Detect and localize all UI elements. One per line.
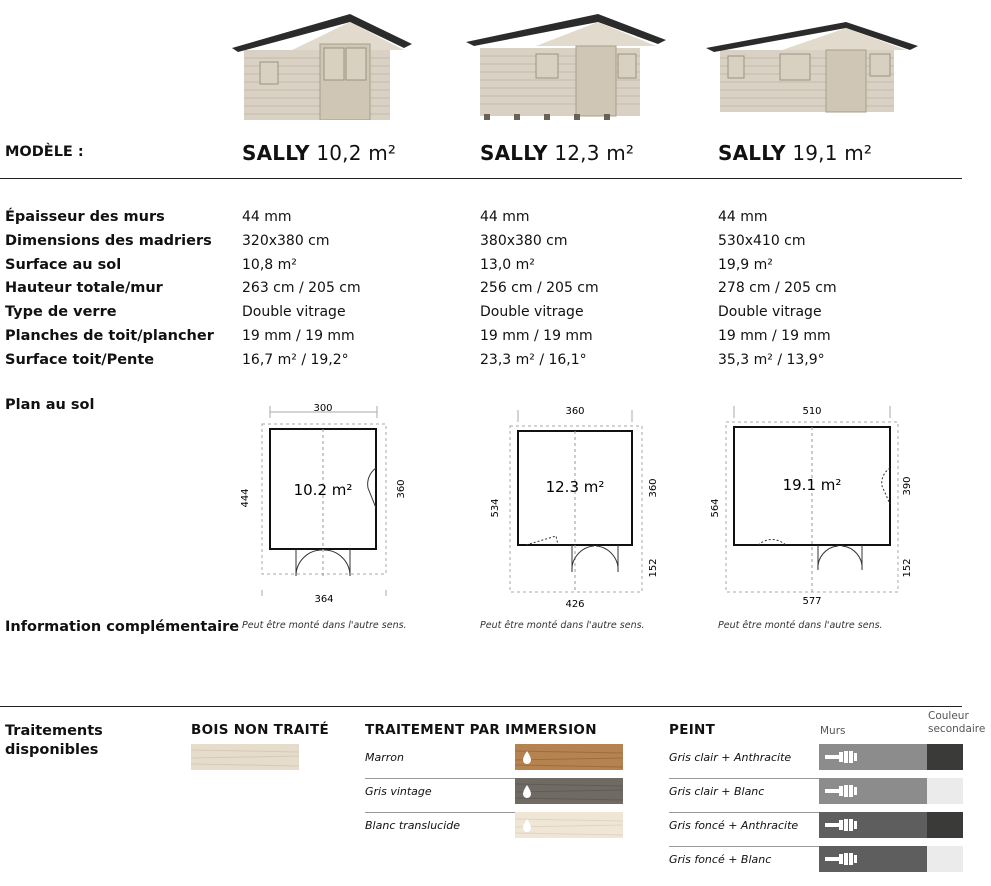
spec-label: Type de verre bbox=[5, 304, 117, 321]
info-note: Peut être monté dans l'autre sens. bbox=[480, 620, 645, 631]
info-label: Information complémentaire bbox=[5, 619, 240, 635]
plan-area: 12.3 m² bbox=[545, 478, 605, 496]
plan-dim-right-secondary: 152 bbox=[902, 558, 913, 578]
immersion-swatch-marron bbox=[515, 744, 623, 770]
paint-secondary-swatch bbox=[927, 778, 963, 804]
paint-secondary-swatch bbox=[927, 812, 963, 838]
paint-option: Gris clair + Anthracite bbox=[669, 751, 792, 764]
plan-label: Plan au sol bbox=[5, 397, 95, 413]
model-label: MODÈLE : bbox=[5, 144, 84, 160]
spec-column-3 bbox=[718, 206, 837, 373]
spec-column-1 bbox=[242, 206, 361, 373]
header-line: secondaire bbox=[928, 723, 986, 735]
paint-main-swatch bbox=[819, 744, 927, 770]
plan-dim-bottom: 364 bbox=[314, 594, 334, 605]
spec-value: 263 cm / 205 cm bbox=[242, 280, 361, 297]
spec-value: Double vitrage bbox=[480, 304, 584, 321]
row-separator bbox=[669, 846, 819, 847]
paint-title: PEINT bbox=[669, 722, 716, 738]
floor-plan-12m2 bbox=[486, 400, 666, 612]
raw-wood-swatch bbox=[191, 744, 299, 770]
plan-dim-right-secondary: 152 bbox=[648, 558, 659, 578]
plan-dim-left: 564 bbox=[710, 498, 721, 518]
paint-brush-icon bbox=[825, 750, 859, 764]
model-title-1 bbox=[242, 141, 396, 165]
model-size: 19,1 m² bbox=[792, 141, 873, 165]
treatments-label bbox=[5, 722, 103, 760]
spec-label: Hauteur totale/mur bbox=[5, 280, 163, 297]
spec-value: 320x380 cm bbox=[242, 232, 330, 249]
model-title-2 bbox=[480, 141, 634, 165]
paint-walls-header: Murs bbox=[820, 725, 846, 737]
plan-dim-bottom: 426 bbox=[565, 599, 585, 610]
plan-dim-right: 360 bbox=[396, 479, 407, 499]
plan-dim-right: 390 bbox=[902, 476, 913, 496]
spec-value: 44 mm bbox=[480, 209, 530, 225]
paint-option: Gris clair + Blanc bbox=[669, 785, 765, 798]
treatments-divider bbox=[0, 706, 962, 707]
plan-dim-left: 534 bbox=[490, 498, 501, 518]
header-divider bbox=[0, 178, 962, 179]
spec-value: Double vitrage bbox=[718, 304, 822, 321]
spec-value: 256 cm / 205 cm bbox=[480, 280, 599, 297]
paint-brush-icon bbox=[825, 852, 859, 866]
spec-label: Dimensions des madriers bbox=[5, 232, 212, 249]
spec-value: 380x380 cm bbox=[480, 232, 568, 249]
spec-label: Surface au sol bbox=[5, 256, 122, 273]
info-note: Peut être monté dans l'autre sens. bbox=[242, 620, 407, 631]
header-line: Couleur bbox=[928, 710, 969, 722]
treatments-label-line: disponibles bbox=[5, 742, 99, 758]
plan-dim-top: 300 bbox=[313, 403, 333, 414]
model-name: SALLY bbox=[480, 141, 548, 165]
immersion-option: Gris vintage bbox=[365, 785, 432, 798]
spec-value: Double vitrage bbox=[242, 304, 346, 321]
model-name: SALLY bbox=[718, 141, 786, 165]
spec-value: 44 mm bbox=[718, 209, 768, 225]
model-title-3 bbox=[718, 141, 872, 165]
spec-value: 19 mm / 19 mm bbox=[480, 327, 593, 344]
plan-dim-bottom: 577 bbox=[802, 596, 822, 607]
plan-dim-top: 360 bbox=[565, 406, 585, 417]
spec-value: 16,7 m² / 19,2° bbox=[242, 351, 349, 368]
spec-value: 23,3 m² / 16,1° bbox=[480, 351, 587, 368]
paint-secondary-swatch bbox=[927, 744, 963, 770]
paint-secondary-header bbox=[928, 710, 985, 736]
shed-image-19m2 bbox=[706, 22, 918, 114]
shed-image-10m2 bbox=[232, 14, 412, 120]
spec-value: 19,9 m² bbox=[718, 256, 773, 273]
immersion-option: Blanc translucide bbox=[365, 819, 461, 832]
paint-main-swatch bbox=[819, 812, 927, 838]
treatments-label-line: Traitements bbox=[5, 723, 103, 739]
spec-value: 10,8 m² bbox=[242, 256, 297, 273]
paint-option: Gris foncé + Blanc bbox=[669, 853, 772, 866]
model-name: SALLY bbox=[242, 141, 310, 165]
spec-label: Épaisseur des murs bbox=[5, 209, 165, 225]
paint-main-swatch bbox=[819, 778, 927, 804]
paint-brush-icon bbox=[825, 818, 859, 832]
spec-label: Surface toit/Pente bbox=[5, 351, 155, 368]
paint-main-swatch bbox=[819, 846, 927, 872]
immersion-title: TRAITEMENT PAR IMMERSION bbox=[365, 722, 597, 738]
spec-column-2 bbox=[480, 206, 599, 373]
spec-value: 530x410 cm bbox=[718, 232, 806, 249]
spec-value: 44 mm bbox=[242, 209, 292, 225]
shed-image-12m2 bbox=[466, 14, 666, 120]
model-size: 12,3 m² bbox=[554, 141, 635, 165]
plan-dim-right: 360 bbox=[648, 478, 659, 498]
plan-area: 10.2 m² bbox=[293, 481, 353, 499]
model-size: 10,2 m² bbox=[316, 141, 397, 165]
plan-area: 19.1 m² bbox=[782, 476, 842, 494]
spec-value: 19 mm / 19 mm bbox=[242, 327, 355, 344]
floor-plan-10m2 bbox=[232, 398, 422, 608]
spec-value: 278 cm / 205 cm bbox=[718, 280, 837, 297]
raw-wood-title: BOIS NON TRAITÉ bbox=[191, 722, 329, 738]
paint-brush-icon bbox=[825, 784, 859, 798]
plan-dim-left: 444 bbox=[240, 488, 251, 508]
spec-value: 35,3 m² / 13,9° bbox=[718, 351, 825, 368]
immersion-option: Marron bbox=[365, 751, 404, 764]
spec-value: 19 mm / 19 mm bbox=[718, 327, 831, 344]
row-separator bbox=[669, 812, 819, 813]
immersion-swatch-blanc-translucide bbox=[515, 812, 623, 838]
floor-plan-19m2 bbox=[706, 400, 926, 612]
spec-labels bbox=[5, 206, 214, 373]
paint-secondary-swatch bbox=[927, 846, 963, 872]
spec-label: Planches de toit/plancher bbox=[5, 327, 214, 344]
plan-dim-top: 510 bbox=[802, 406, 822, 417]
spec-value: 13,0 m² bbox=[480, 256, 535, 273]
row-separator bbox=[669, 778, 819, 779]
info-note: Peut être monté dans l'autre sens. bbox=[718, 620, 883, 631]
immersion-swatch-gris-vintage bbox=[515, 778, 623, 804]
paint-option: Gris foncé + Anthracite bbox=[669, 819, 799, 832]
